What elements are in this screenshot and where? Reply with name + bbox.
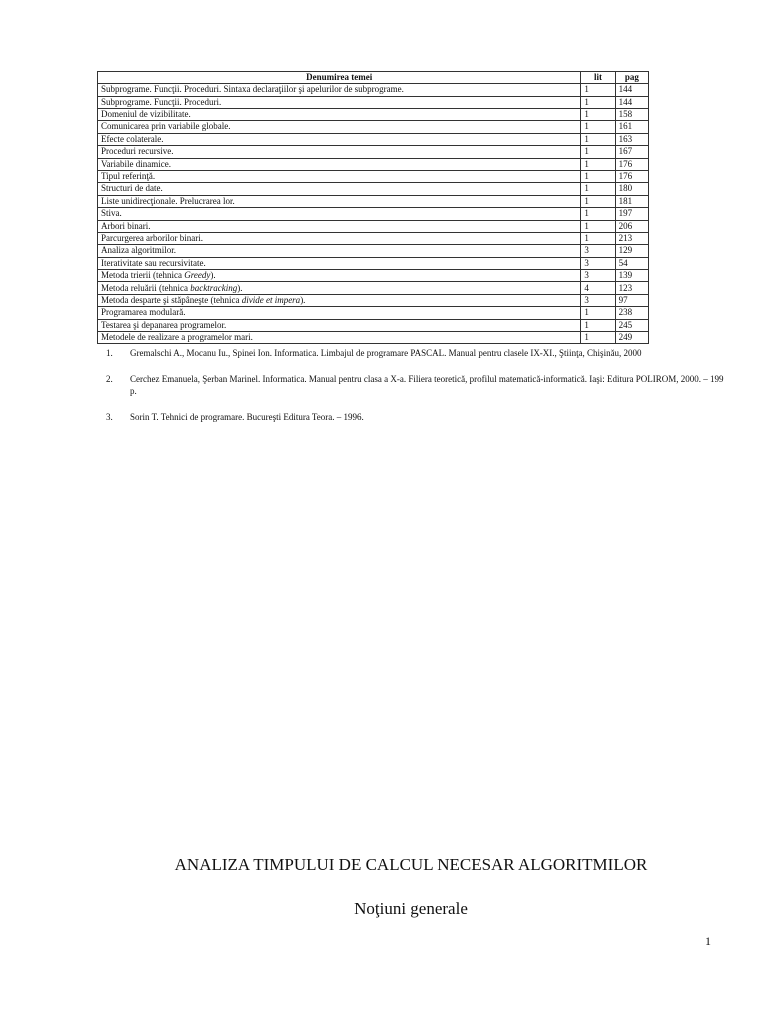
- lit-cell: 3: [581, 294, 615, 306]
- table-row: [98, 270, 649, 282]
- section-title: Noţiuni generale: [354, 899, 468, 918]
- topic-name-cell: [98, 307, 581, 319]
- page-cell: 249: [615, 332, 648, 344]
- page-cell: 161: [615, 121, 648, 133]
- topic-name-cell: [98, 319, 581, 331]
- table-row: [98, 183, 649, 195]
- page-cell: 167: [615, 146, 648, 158]
- topic-name: Subprograme. Funcţii. Proceduri. Sintaxa declaraţiilor şi apelurilor de subprograme.: [101, 84, 404, 95]
- table-row: [98, 282, 649, 294]
- table-row: [98, 133, 649, 145]
- column-header-lit: lit: [581, 72, 615, 84]
- page-cell: 245: [615, 319, 648, 331]
- page-cell: 213: [615, 232, 648, 244]
- reference-item: [106, 347, 726, 359]
- table-row: [98, 307, 649, 319]
- lit-cell: 1: [581, 158, 615, 170]
- topic-name-cell: [98, 208, 581, 220]
- page-cell: 144: [615, 96, 648, 108]
- page-cell: 197: [615, 208, 648, 220]
- page-cell: 163: [615, 133, 648, 145]
- topic-name-suffix: ).: [210, 270, 216, 281]
- topic-name-emphasis: backtracking: [190, 282, 238, 293]
- topic-name-cell: [98, 270, 581, 282]
- lit-cell: 1: [581, 170, 615, 182]
- reference-item: [106, 373, 726, 397]
- table-body: [98, 84, 649, 344]
- table-row: [98, 170, 649, 182]
- topic-name-cell: [98, 220, 581, 232]
- lit-cell: 1: [581, 208, 615, 220]
- page-cell: 180: [615, 183, 648, 195]
- page-cell: 144: [615, 84, 648, 96]
- column-header-pag: pag: [615, 72, 648, 84]
- topic-name: Efecte colaterale.: [101, 133, 164, 144]
- reference-number: 1.: [106, 348, 113, 358]
- lit-cell: 1: [581, 121, 615, 133]
- reference-text: Sorin T. Tehnici de programare. Bucureşti Editura Teora. – 1996.: [130, 412, 364, 422]
- table-row: [98, 245, 649, 257]
- table-row: [98, 84, 649, 96]
- lit-cell: 3: [581, 270, 615, 282]
- lit-cell: 3: [581, 245, 615, 257]
- topic-name: Stiva.: [101, 208, 122, 219]
- reference-text: Gremalschi A., Mocanu Iu., Spinei Ion. Informatica. Limbajul de programare PASCAL. Manual pentru clasele IX-XI., Ştiinţa, Chişinău, 2000: [130, 348, 642, 358]
- lit-cell: 1: [581, 319, 615, 331]
- chapter-title: ANALIZA TIMPULUI DE CALCUL NECESAR ALGORITMILOR: [174, 855, 648, 874]
- topic-name-cell: [98, 96, 581, 108]
- topic-name-emphasis: Greedy: [184, 270, 211, 281]
- table-row: [98, 319, 649, 331]
- topic-name: Variabile dinamice.: [101, 158, 171, 169]
- topic-name-cell: [98, 108, 581, 120]
- page-cell: 176: [615, 170, 648, 182]
- topic-name: Proceduri recursive.: [101, 146, 174, 157]
- lit-cell: 1: [581, 108, 615, 120]
- page-cell: 238: [615, 307, 648, 319]
- topic-name: Analiza algoritmilor.: [101, 245, 176, 256]
- topic-name: Domeniul de vizibilitate.: [101, 109, 191, 120]
- lit-cell: 1: [581, 146, 615, 158]
- lit-cell: 1: [581, 195, 615, 207]
- lit-cell: 1: [581, 183, 615, 195]
- topic-name-cell: [98, 158, 581, 170]
- topic-name-suffix: ).: [300, 294, 306, 305]
- topic-name: Metoda trierii (tehnica: [101, 270, 185, 281]
- topic-name-cell: [98, 170, 581, 182]
- page-cell: 139: [615, 270, 648, 282]
- topic-name-cell: [98, 232, 581, 244]
- topic-name-cell: [98, 282, 581, 294]
- topic-name-emphasis: divide et impera: [241, 294, 301, 305]
- topic-name-suffix: ).: [237, 282, 243, 293]
- topic-name-cell: [98, 133, 581, 145]
- table-row: [98, 208, 649, 220]
- topic-name: Metoda desparte şi stăpâneşte (tehnica: [101, 294, 242, 305]
- reference-text: Cerchez Emanuela, Şerban Marinel. Informatica. Manual pentru clasa a X-a. Filiera teoretică, profilul matematică-informatică. Iaşi: Editura POLIROM, 2000. – 199 p.: [130, 374, 724, 396]
- topic-name: Structuri de date.: [101, 183, 163, 194]
- reference-number: 2.: [106, 374, 113, 384]
- topic-name: Tipul referinţă.: [101, 171, 156, 182]
- topic-name-cell: [98, 121, 581, 133]
- reference-number: 3.: [106, 412, 113, 422]
- table-row: [98, 220, 649, 232]
- bibliography-list: [106, 347, 726, 437]
- lit-cell: 1: [581, 220, 615, 232]
- topic-name-cell: [98, 332, 581, 344]
- topic-name: Parcurgerea arborilor binari.: [101, 232, 204, 243]
- table-row: [98, 108, 649, 120]
- topic-name-cell: [98, 195, 581, 207]
- lit-cell: 1: [581, 332, 615, 344]
- topic-name-cell: [98, 84, 581, 96]
- topic-name: Liste unidirecţionale. Prelucrarea lor.: [101, 195, 235, 206]
- topic-name-cell: [98, 257, 581, 269]
- page-cell: 158: [615, 108, 648, 120]
- page-number: 1: [705, 934, 711, 948]
- topic-name: Programarea modulară.: [101, 307, 186, 318]
- topic-name: Metoda reluării (tehnica: [101, 282, 191, 293]
- table-row: [98, 232, 649, 244]
- page-cell: 176: [615, 158, 648, 170]
- table-row: [98, 257, 649, 269]
- topics-table: [97, 71, 649, 344]
- topic-name: Comunicarea prin variabile globale.: [101, 121, 231, 132]
- topic-name-cell: [98, 183, 581, 195]
- table-header-row: [98, 72, 649, 84]
- topic-name: Iterativitate sau recursivitate.: [101, 257, 206, 268]
- column-header-name: Denumirea temei: [98, 72, 581, 84]
- lit-cell: 3: [581, 257, 615, 269]
- page-cell: 206: [615, 220, 648, 232]
- table-row: [98, 146, 649, 158]
- lit-cell: 1: [581, 307, 615, 319]
- table-row: [98, 96, 649, 108]
- topic-name: Arbori binari.: [101, 220, 151, 231]
- table-row: [98, 121, 649, 133]
- page-cell: 54: [615, 257, 648, 269]
- lit-cell: 1: [581, 232, 615, 244]
- topic-name-cell: [98, 294, 581, 306]
- topic-name: Testarea şi depanarea programelor.: [101, 319, 227, 330]
- lit-cell: 1: [581, 84, 615, 96]
- topic-name: Metodele de realizare a programelor mari.: [101, 332, 253, 343]
- reference-item: [106, 411, 726, 423]
- lit-cell: 4: [581, 282, 615, 294]
- table-row: [98, 195, 649, 207]
- topic-name-cell: [98, 146, 581, 158]
- lit-cell: 1: [581, 96, 615, 108]
- page-cell: 123: [615, 282, 648, 294]
- topic-name: Subprograme. Funcţii. Proceduri.: [101, 96, 222, 107]
- page-cell: 181: [615, 195, 648, 207]
- topic-name-cell: [98, 245, 581, 257]
- page-cell: 97: [615, 294, 648, 306]
- page-cell: 129: [615, 245, 648, 257]
- lit-cell: 1: [581, 133, 615, 145]
- table-row: [98, 294, 649, 306]
- table-row: [98, 158, 649, 170]
- table-row: [98, 332, 649, 344]
